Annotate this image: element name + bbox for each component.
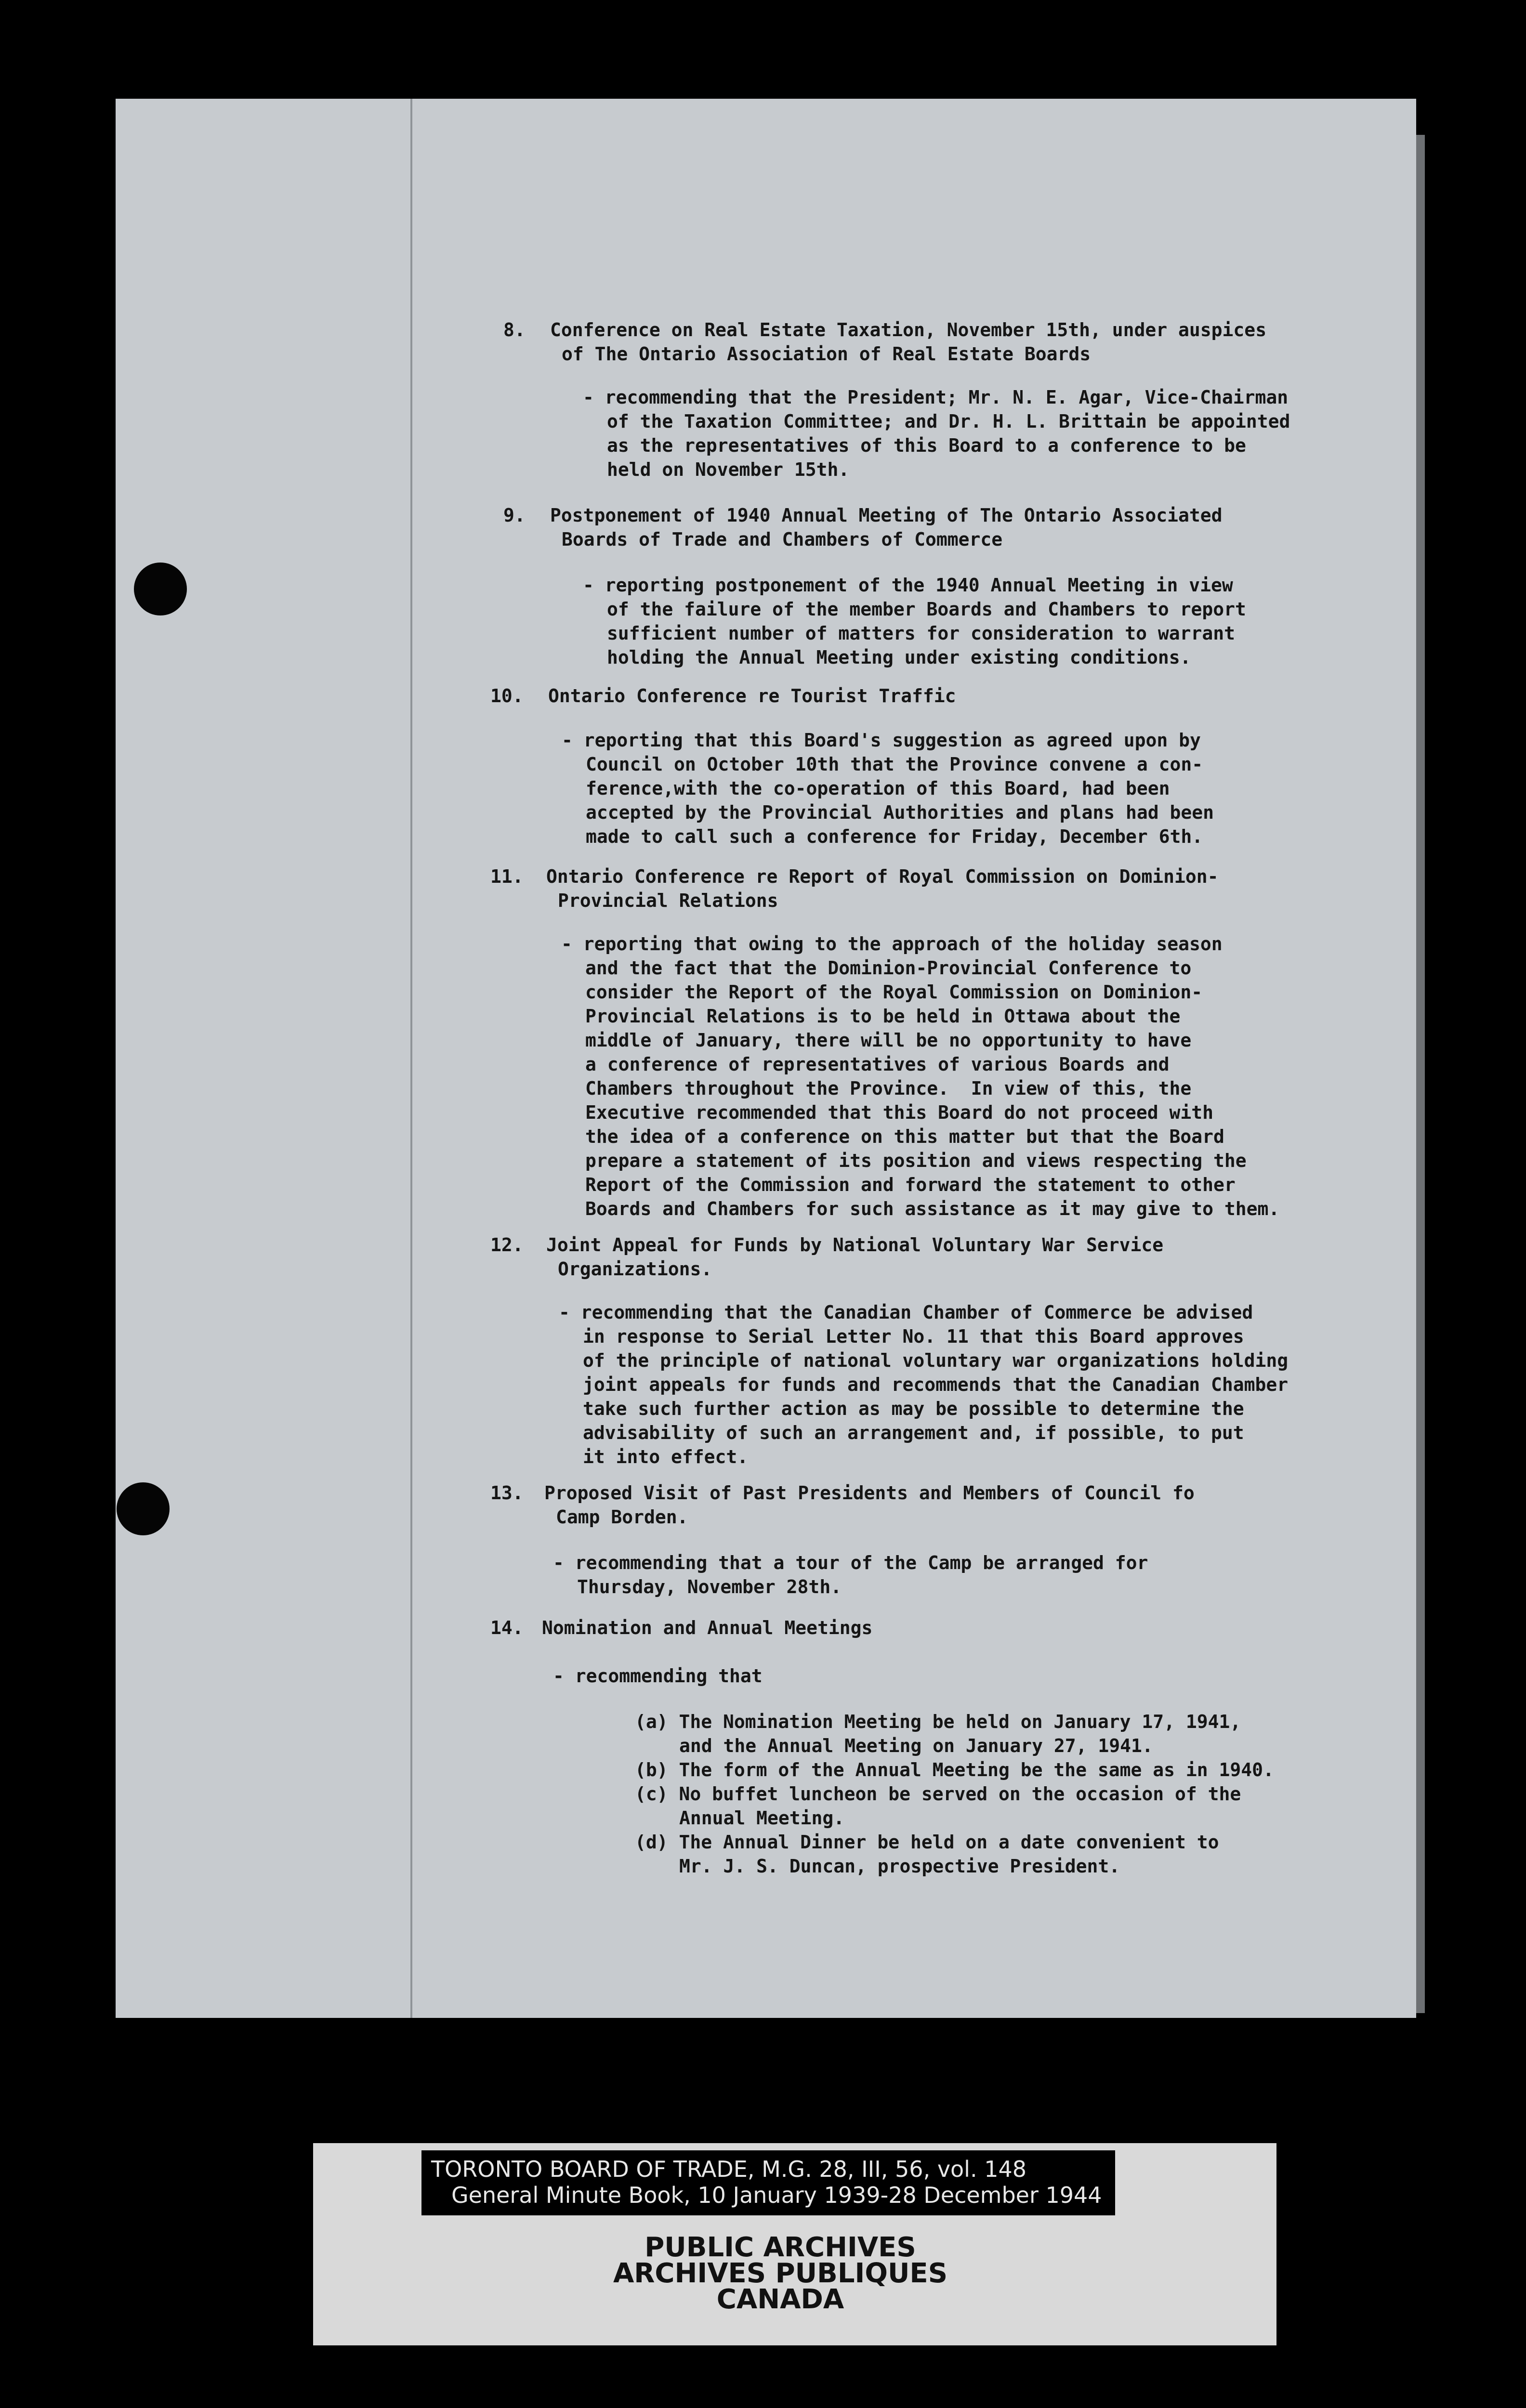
item-body-line: held on November 15th. bbox=[607, 459, 850, 480]
item-title-line: Postponement of 1940 Annual Meeting of The Ontario Associated bbox=[550, 505, 1223, 526]
item-body-line: of the principle of national voluntary war organizations holding bbox=[583, 1350, 1289, 1371]
item-body-line: Executive recommended that this Board do not proceed with bbox=[585, 1102, 1214, 1123]
item-title-line: Conference on Real Estate Taxation, November 15th, under auspices bbox=[550, 319, 1267, 340]
item-title bbox=[548, 684, 956, 708]
item-body bbox=[553, 1551, 1148, 1599]
item-body-line: a conference of representatives of various Boards and bbox=[585, 1054, 1170, 1075]
item-body-line: - recommending that the Canadian Chamber of Commerce be advised bbox=[559, 1302, 1253, 1323]
item-subitem-line: and the Annual Meeting on January 27, 1941. bbox=[679, 1735, 1153, 1756]
item-body-line: - recommending that bbox=[553, 1665, 763, 1687]
item-body-line: and the fact that the Dominion-Provincial Conference to bbox=[585, 957, 1192, 979]
item-subitem-line: Mr. J. S. Duncan, prospective President. bbox=[679, 1856, 1120, 1877]
item-body-line: prepare a statement of its position and views respecting the bbox=[585, 1150, 1247, 1171]
item-title bbox=[544, 1481, 1195, 1529]
item-title-line: of The Ontario Association of Real Estate Boards bbox=[562, 343, 1091, 365]
item-title-line: Joint Appeal for Funds by National Voluntary War Service bbox=[546, 1234, 1164, 1256]
item-title-line: Boards of Trade and Chambers of Commerce bbox=[562, 529, 1003, 550]
item-subitems bbox=[635, 1710, 1274, 1878]
item-body-line: in response to Serial Letter No. 11 that this Board approves bbox=[583, 1326, 1244, 1347]
item-number: 14. bbox=[490, 1617, 524, 1638]
item-body-line: Chambers throughout the Province. In view of this, the bbox=[585, 1078, 1192, 1099]
item-subitem-line: (a) The Nomination Meeting be held on January 17, 1941, bbox=[635, 1711, 1241, 1732]
item-body-line: - reporting postponement of the 1940 Annual Meeting in view bbox=[583, 575, 1233, 596]
item-title bbox=[546, 1233, 1163, 1281]
item-body-line: made to call such a conference for Friday, December 6th. bbox=[586, 826, 1203, 847]
item-body-line: - reporting that this Board's suggestion as agreed upon by bbox=[562, 730, 1201, 751]
item-body bbox=[559, 1300, 1288, 1469]
item-number: 13. bbox=[490, 1482, 524, 1504]
archive-country: CANADA bbox=[716, 2284, 844, 2315]
item-title bbox=[542, 1616, 872, 1640]
item-body-line: Boards and Chambers for such assistance as it may give to them. bbox=[585, 1198, 1280, 1219]
archive-reference-line-1: TORONTO BOARD OF TRADE, M.G. 28, III, 56, vol. 148 bbox=[431, 2156, 1027, 2182]
item-body-line: - recommending that the President; Mr. N. E. Agar, Vice-Chairman bbox=[583, 387, 1289, 408]
item-body-line: Provincial Relations is to be held in Ottawa about the bbox=[585, 1006, 1181, 1027]
item-number: 11. bbox=[490, 866, 524, 887]
item-title-line: Ontario Conference re Tourist Traffic bbox=[548, 685, 956, 707]
punch-hole-top bbox=[134, 563, 187, 615]
item-title-line: Proposed Visit of Past Presidents and Members of Council fo bbox=[544, 1482, 1195, 1504]
punch-hole-bottom bbox=[117, 1482, 170, 1535]
archive-reference-line-2: General Minute Book, 10 January 1939-28 December 1944 bbox=[451, 2182, 1102, 2208]
item-subitem-line: Annual Meeting. bbox=[679, 1807, 845, 1829]
item-number: 10. bbox=[490, 685, 524, 707]
archive-english: PUBLIC ARCHIVES bbox=[645, 2232, 916, 2263]
item-body-line: as the representatives of this Board to a conference to be bbox=[607, 435, 1246, 456]
item-body-line: ference,with the co-operation of this Board, had been bbox=[586, 778, 1170, 799]
item-body-line: the idea of a conference on this matter but that the Board bbox=[585, 1126, 1224, 1147]
item-body-line: advisability of such an arrangement and, if possible, to put bbox=[583, 1422, 1244, 1443]
margin-rule bbox=[410, 99, 412, 2018]
item-number: 9. bbox=[503, 505, 526, 526]
item-body bbox=[583, 573, 1246, 669]
item-subitem-line: (c) No buffet luncheon be served on the occasion of the bbox=[635, 1783, 1241, 1805]
item-body bbox=[583, 385, 1290, 482]
archive-reference bbox=[421, 2150, 1115, 2215]
item-body-line: sufficient number of matters for consideration to warrant bbox=[607, 623, 1236, 644]
item-title-line: Camp Borden. bbox=[556, 1506, 688, 1528]
item-body-line: Thursday, November 28th. bbox=[577, 1576, 842, 1597]
archive-french: ARCHIVES PUBLIQUES bbox=[613, 2258, 948, 2289]
item-body-line: Report of the Commission and forward the statement to other bbox=[585, 1174, 1236, 1195]
item-body bbox=[553, 1664, 763, 1688]
item-body-line: accepted by the Provincial Authorities and plans had been bbox=[586, 802, 1214, 823]
item-title bbox=[546, 864, 1219, 913]
item-body-line: joint appeals for funds and recommends that the Canadian Chamber bbox=[583, 1374, 1289, 1395]
item-body-line: Council on October 10th that the Province convene a con- bbox=[586, 754, 1203, 775]
item-body-line: of the failure of the member Boards and Chambers to report bbox=[607, 599, 1246, 620]
item-body-line: it into effect. bbox=[583, 1446, 749, 1467]
archive-stamp bbox=[419, 2232, 1142, 2336]
item-body-line: consider the Report of the Royal Commission on Dominion- bbox=[585, 982, 1203, 1003]
item-number: 12. bbox=[490, 1234, 524, 1256]
item-title-line: Nomination and Annual Meetings bbox=[542, 1617, 873, 1638]
item-title bbox=[550, 318, 1266, 366]
item-title-line: Ontario Conference re Report of Royal Commission on Dominion- bbox=[546, 866, 1219, 887]
item-subitem-line: (b) The form of the Annual Meeting be the same as in 1940. bbox=[635, 1759, 1274, 1780]
item-title bbox=[550, 503, 1223, 551]
item-title-line: Provincial Relations bbox=[558, 890, 778, 911]
item-body-line: take such further action as may be possible to determine the bbox=[583, 1398, 1244, 1419]
item-subitem-line: (d) The Annual Dinner be held on a date convenient to bbox=[635, 1832, 1219, 1853]
item-body-line: holding the Annual Meeting under existing conditions. bbox=[607, 647, 1191, 668]
item-body-line: of the Taxation Committee; and Dr. H. L. Brittain be appointed bbox=[607, 411, 1290, 432]
item-body-line: middle of January, there will be no opportunity to have bbox=[585, 1030, 1192, 1051]
item-body-line: - reporting that owing to the approach of the holiday season bbox=[561, 933, 1223, 955]
item-title-line: Organizations. bbox=[558, 1258, 712, 1280]
item-number: 8. bbox=[503, 319, 526, 340]
item-body-line: - recommending that a tour of the Camp be arranged for bbox=[553, 1552, 1148, 1573]
item-body bbox=[561, 932, 1279, 1221]
item-body bbox=[562, 728, 1214, 849]
